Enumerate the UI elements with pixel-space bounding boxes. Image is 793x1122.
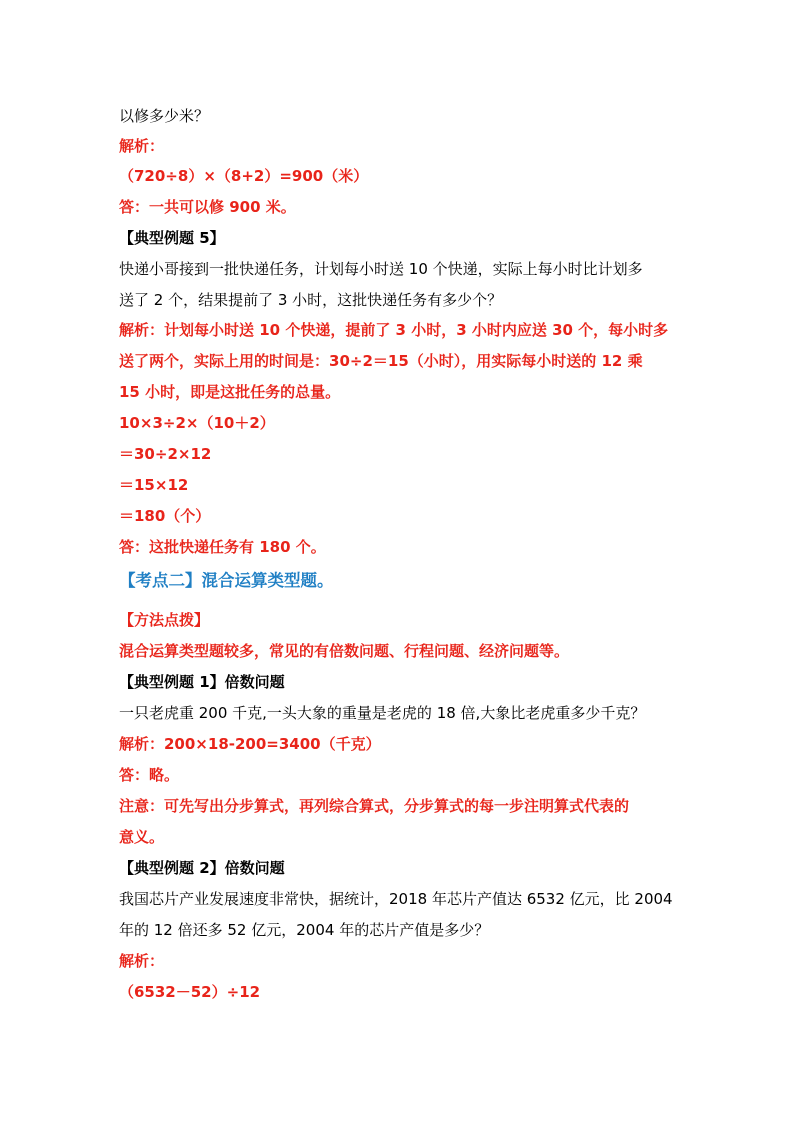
example-2-heading: 【典型例题 2】倍数问题 bbox=[119, 859, 285, 877]
example-5-heading: 【典型例题 5】 bbox=[119, 229, 225, 247]
example-1-heading: 【典型例题 1】倍数问题 bbox=[119, 673, 285, 691]
example-2-problem-line-1: 我国芯片产业发展速度非常快，据统计，2018 年芯片产值达 6532 亿元，比 2004 bbox=[119, 890, 673, 908]
answer-text: 答：一共可以修 900 米。 bbox=[119, 198, 296, 216]
section-heading-key-point-2: 【考点二】混合运算类型题。 bbox=[119, 571, 334, 590]
example-5-problem-line-2: 送了 2 个，结果提前了 3 小时，这批快递任务有多少个？ bbox=[119, 291, 503, 309]
method-tips-heading: 【方法点拨】 bbox=[119, 611, 210, 629]
note-line-1: 注意：可先写出分步算式，再列综合算式，分步算式的每一步注明算式代表的 bbox=[119, 797, 630, 815]
method-tips-text: 混合运算类型题较多，常见的有倍数问题、行程问题、经济问题等。 bbox=[119, 642, 570, 660]
example-5-analysis-line-2: 送了两个，实际上用的时间是：30÷2＝15（小时），用实际每小时送的 12 乘 bbox=[119, 352, 643, 370]
example-2-problem-line-2: 年的 12 倍还多 52 亿元，2004 年的芯片产值是多少？ bbox=[119, 921, 490, 939]
equation-step-3: ＝15×12 bbox=[119, 476, 189, 494]
example-1-answer: 答：略。 bbox=[119, 766, 180, 784]
equation-step-4: ＝180（个） bbox=[119, 507, 211, 525]
example-5-analysis-line-3: 15 小时，即是这批任务的总量。 bbox=[119, 383, 341, 401]
note-line-2: 意义。 bbox=[119, 828, 165, 846]
problem-text-continuation: 以修多少米？ bbox=[119, 107, 210, 125]
example-5-analysis-line-1: 解析：计划每小时送 10 个快递，提前了 3 小时，3 小时内应送 30 个，每小时多 bbox=[119, 321, 669, 339]
equation-step-1: 10×3÷2×（10＋2） bbox=[119, 414, 275, 432]
example-1-problem: 一只老虎重 200 千克,一头大象的重量是老虎的 18 倍,大象比老虎重多少千克？ bbox=[119, 704, 646, 722]
solution-equation: （720÷8）×（8+2）=900（米） bbox=[119, 167, 369, 185]
example-5-answer: 答：这批快递任务有 180 个。 bbox=[119, 538, 326, 556]
example-2-equation: （6532－52）÷12 bbox=[119, 983, 261, 1001]
example-1-analysis: 解析：200×18-200=3400（千克） bbox=[119, 735, 381, 753]
equation-step-2: ＝30÷2×12 bbox=[119, 445, 212, 463]
example-5-problem-line-1: 快递小哥接到一批快递任务，计划每小时送 10 个快递，实际上每小时比计划多 bbox=[119, 260, 643, 278]
analysis-label: 解析： bbox=[119, 137, 165, 155]
example-2-analysis-label: 解析： bbox=[119, 952, 165, 970]
